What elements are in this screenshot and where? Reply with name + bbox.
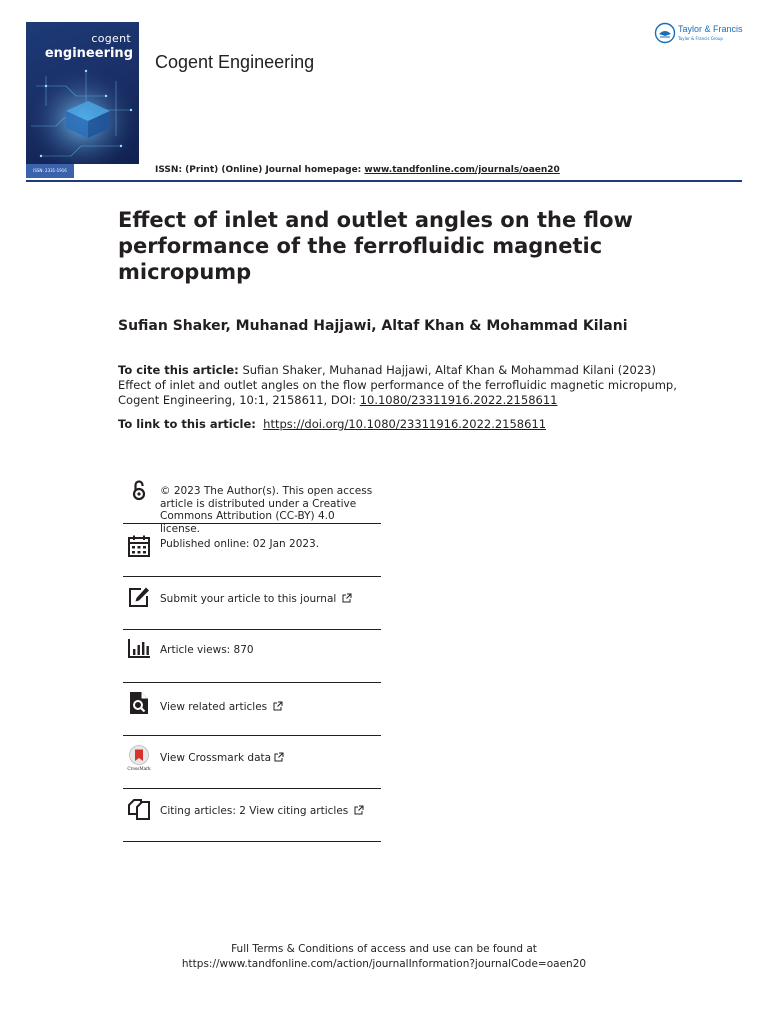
license-text: © 2023 The Author(s). This open access article is distributed under a Creative Commons Attribution (CC-BY) 4.0 license. xyxy=(160,485,373,535)
related-row[interactable] xyxy=(123,683,381,736)
taylor-francis-icon xyxy=(654,22,676,44)
external-link-icon xyxy=(273,701,283,711)
external-link-icon xyxy=(354,805,364,815)
publisher-subname: Taylor & Francis Group xyxy=(678,36,723,41)
license-row xyxy=(123,476,381,535)
footer-terms-url[interactable]: https://www.tandfonline.com/action/journalInformation?journalCode=oaen20 xyxy=(181,958,587,970)
submit-text: Submit your article to this journal xyxy=(160,593,337,605)
related-link[interactable] xyxy=(160,701,283,714)
issn-homepage-line xyxy=(155,165,560,175)
crossmark-icon xyxy=(127,745,151,771)
doi-link[interactable]: 10.1080/23311916.2022.2158611 xyxy=(359,393,558,407)
views-text: Article views: 870 xyxy=(160,644,254,656)
article-info-panel xyxy=(123,476,381,842)
cover-issn-tag: ISSN: 2331-1916 xyxy=(26,164,74,178)
citing-text: Citing articles: 2 View citing articles xyxy=(160,805,349,817)
submit-row[interactable] xyxy=(123,577,381,630)
footer xyxy=(0,942,768,972)
cover-logo-line2: engineering xyxy=(44,46,133,61)
published-text: Published online: 02 Jan 2023. xyxy=(160,538,320,550)
crossmark-row[interactable] xyxy=(123,736,381,789)
cover-circuit-art xyxy=(26,66,139,176)
external-link-icon xyxy=(274,752,284,762)
open-access-icon xyxy=(127,478,151,502)
crossmark-text: View Crossmark data xyxy=(160,752,272,764)
journal-homepage-link[interactable]: www.tandfonline.com/journals/oaen20 xyxy=(364,165,560,175)
article-link-line xyxy=(118,417,546,431)
edit-icon xyxy=(127,585,151,609)
bar-chart-icon xyxy=(127,636,151,660)
submit-link[interactable] xyxy=(160,593,352,606)
external-link-icon xyxy=(342,593,352,603)
publisher-logo xyxy=(654,22,746,48)
article-title: Effect of inlet and outlet angles on the flow performance of the ferrofluidic magnetic micropump xyxy=(118,208,633,284)
citing-documents-icon xyxy=(127,797,151,821)
search-document-icon xyxy=(127,691,151,715)
article-doi-url-link[interactable]: https://doi.org/10.1080/23311916.2022.2158611 xyxy=(263,417,547,431)
citing-link[interactable] xyxy=(160,805,364,818)
header-divider xyxy=(26,180,742,182)
cover-logo-line1: cogent xyxy=(91,32,131,45)
calendar-icon xyxy=(127,534,151,558)
cite-label: To cite this article: xyxy=(118,363,239,377)
link-label: To link to this article: xyxy=(118,417,256,431)
related-text: View related articles xyxy=(160,701,268,713)
svg-text:CrossMark: CrossMark xyxy=(127,766,151,771)
publisher-name: Taylor & Francis xyxy=(678,24,743,34)
views-row xyxy=(123,630,381,683)
crossmark-link[interactable] xyxy=(160,752,284,765)
cite-text: Sufian Shaker, Muhanad Hajjawi, Altaf Khan & Mohammad Kilani (2023) Effect of inlet and outlet angles on the flow performance of the ferrofluidic magnetic micropump, Cogent Engineering, 10:1, 2158611, DOI: xyxy=(118,363,677,407)
citation-block xyxy=(118,363,678,408)
published-row xyxy=(123,524,381,577)
journal-name: Cogent Engineering xyxy=(155,52,315,72)
citing-row[interactable] xyxy=(123,789,381,842)
footer-line1: Full Terms & Conditions of access and use can be found at xyxy=(231,943,537,955)
issn-text: ISSN: (Print) (Online) Journal homepage: xyxy=(155,165,365,175)
journal-cover-image xyxy=(26,22,139,178)
article-authors: Sufian Shaker, Muhanad Hajjawi, Altaf Khan & Mohammad Kilani xyxy=(118,318,628,334)
